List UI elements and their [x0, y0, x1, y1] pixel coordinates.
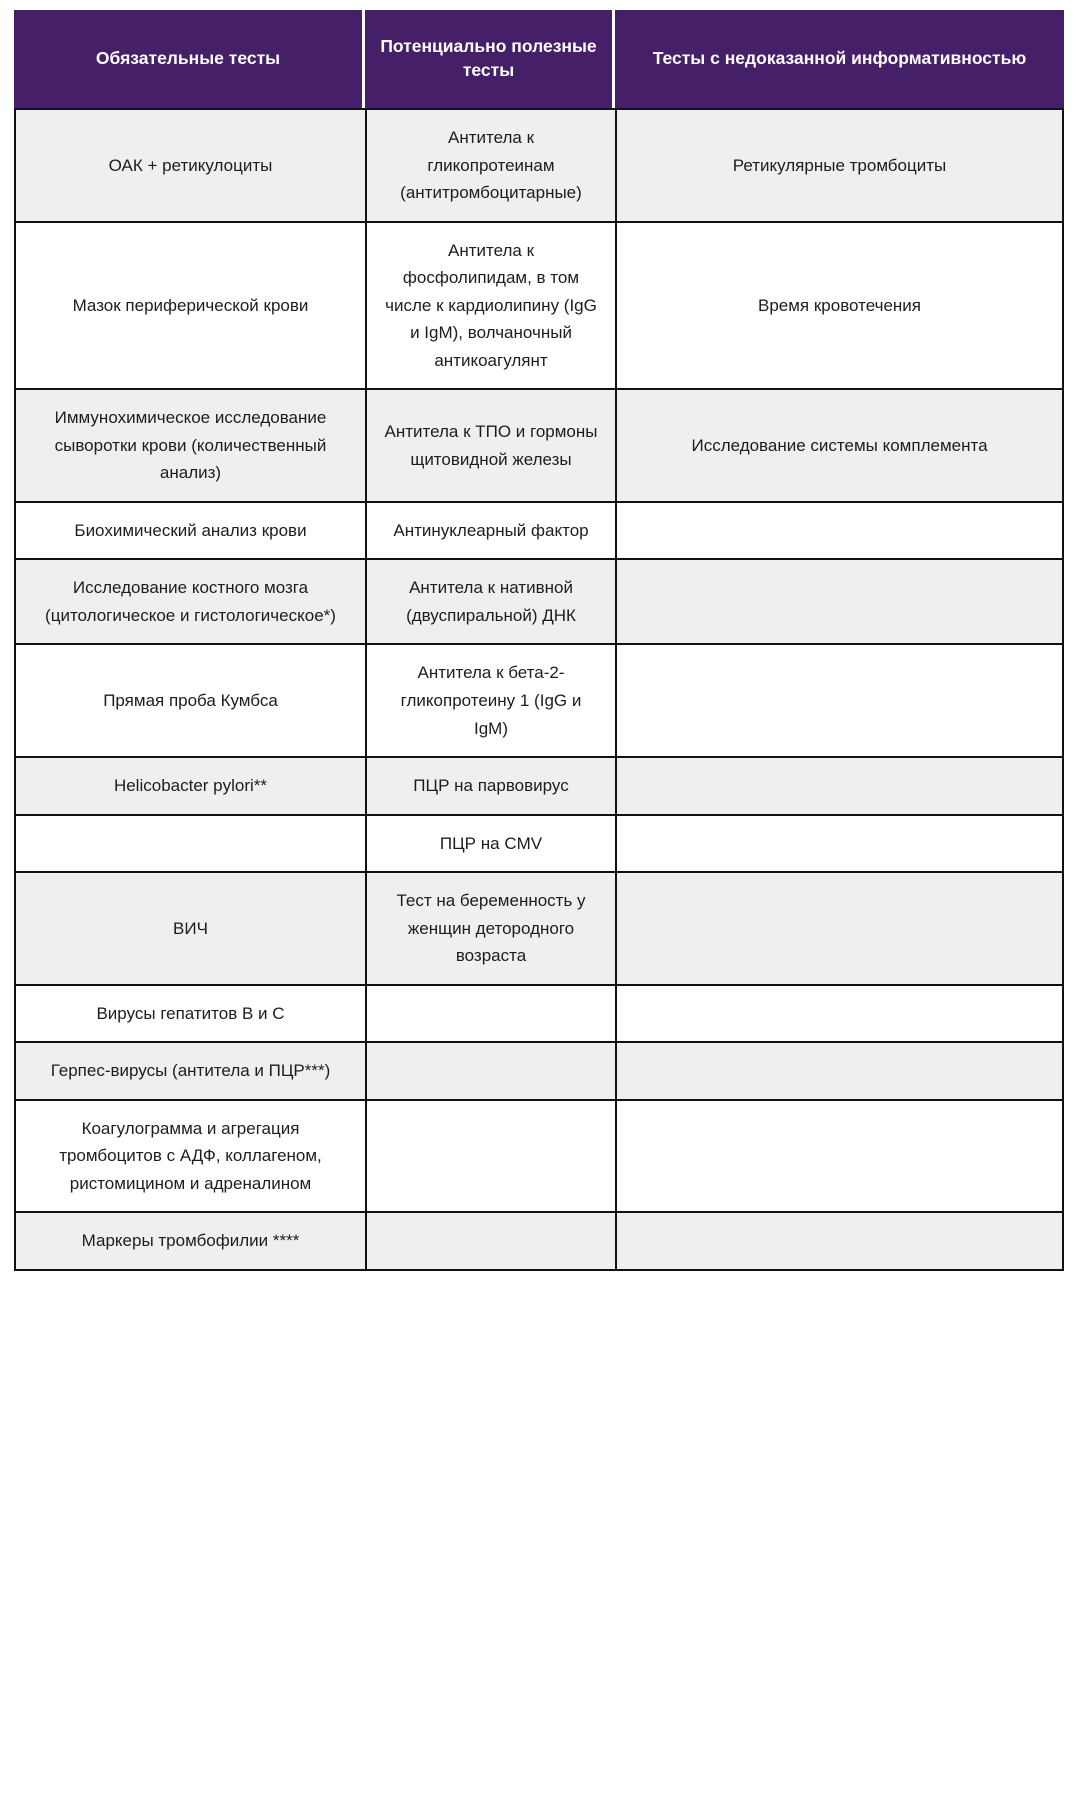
cell-unproven: [615, 1043, 1064, 1101]
cell-mandatory: Прямая проба Кумбса: [14, 645, 365, 758]
cell-mandatory: Коагулограмма и агрегация тромбоцитов с АДФ, коллагеном, ристомицином и адреналином: [14, 1101, 365, 1214]
cell-unproven: [615, 1101, 1064, 1214]
table-header: [14, 10, 1064, 108]
table-row: [14, 1213, 1064, 1271]
table-row: [14, 390, 1064, 503]
column-header-potentially-useful-tests: Потенциально полезные тесты: [365, 10, 615, 108]
cell-unproven: [615, 816, 1064, 874]
cell-mandatory: ОАК + ретикулоциты: [14, 108, 365, 223]
cell-unproven: [615, 873, 1064, 986]
cell-mandatory: Маркеры тромбофилии ****: [14, 1213, 365, 1271]
table-row: [14, 758, 1064, 816]
cell-mandatory: Helicobacter pylori**: [14, 758, 365, 816]
column-header-unproven-tests: Тесты с недоказанной информативностью: [615, 10, 1064, 108]
cell-useful: Антитела к бета-2-гликопротеину 1 (IgG и IgM): [365, 645, 615, 758]
cell-unproven: [615, 503, 1064, 561]
table-row: [14, 1101, 1064, 1214]
table-row: [14, 560, 1064, 645]
cell-unproven: Исследование системы комплемента: [615, 390, 1064, 503]
cell-unproven: Время кровотечения: [615, 223, 1064, 391]
cell-unproven: [615, 986, 1064, 1044]
cell-useful: Тест на беременность у женщин детородного возраста: [365, 873, 615, 986]
table-row: [14, 108, 1064, 223]
table-row: [14, 986, 1064, 1044]
cell-mandatory: Вирусы гепатитов B и C: [14, 986, 365, 1044]
cell-unproven: [615, 645, 1064, 758]
tests-table: [14, 10, 1064, 1271]
table-header-row: [14, 10, 1064, 108]
table-row: [14, 1043, 1064, 1101]
table-row: [14, 503, 1064, 561]
cell-unproven: [615, 1213, 1064, 1271]
cell-mandatory: Герпес-вирусы (антитела и ПЦР***): [14, 1043, 365, 1101]
cell-mandatory: Мазок периферической крови: [14, 223, 365, 391]
cell-useful: Антитела к фосфолипидам, в том числе к кардиолипину (IgG и IgM), волчаночный антикоагулянт: [365, 223, 615, 391]
cell-mandatory: [14, 816, 365, 874]
cell-useful: [365, 1043, 615, 1101]
cell-useful: [365, 1101, 615, 1214]
table-body: [14, 108, 1064, 1271]
cell-useful: Антитела к нативной (двуспиральной) ДНК: [365, 560, 615, 645]
cell-useful: Антинуклеарный фактор: [365, 503, 615, 561]
table-row: [14, 223, 1064, 391]
cell-useful: [365, 1213, 615, 1271]
cell-useful: ПЦР на парвовирус: [365, 758, 615, 816]
cell-unproven: [615, 560, 1064, 645]
cell-useful: ПЦР на CMV: [365, 816, 615, 874]
cell-mandatory: Исследование костного мозга (цитологическое и гистологическое*): [14, 560, 365, 645]
cell-unproven: [615, 758, 1064, 816]
cell-mandatory: Иммунохимическое исследование сыворотки крови (количественный анализ): [14, 390, 365, 503]
cell-useful: Антитела к гликопротеинам (антитромбоцитарные): [365, 108, 615, 223]
cell-useful: Антитела к ТПО и гормоны щитовидной железы: [365, 390, 615, 503]
tests-table-container: [14, 10, 1064, 1271]
cell-unproven: Ретикулярные тромбоциты: [615, 108, 1064, 223]
cell-useful: [365, 986, 615, 1044]
table-row: [14, 873, 1064, 986]
column-header-mandatory-tests: Обязательные тесты: [14, 10, 365, 108]
table-row: [14, 816, 1064, 874]
cell-mandatory: Биохимический анализ крови: [14, 503, 365, 561]
table-row: [14, 645, 1064, 758]
cell-mandatory: ВИЧ: [14, 873, 365, 986]
